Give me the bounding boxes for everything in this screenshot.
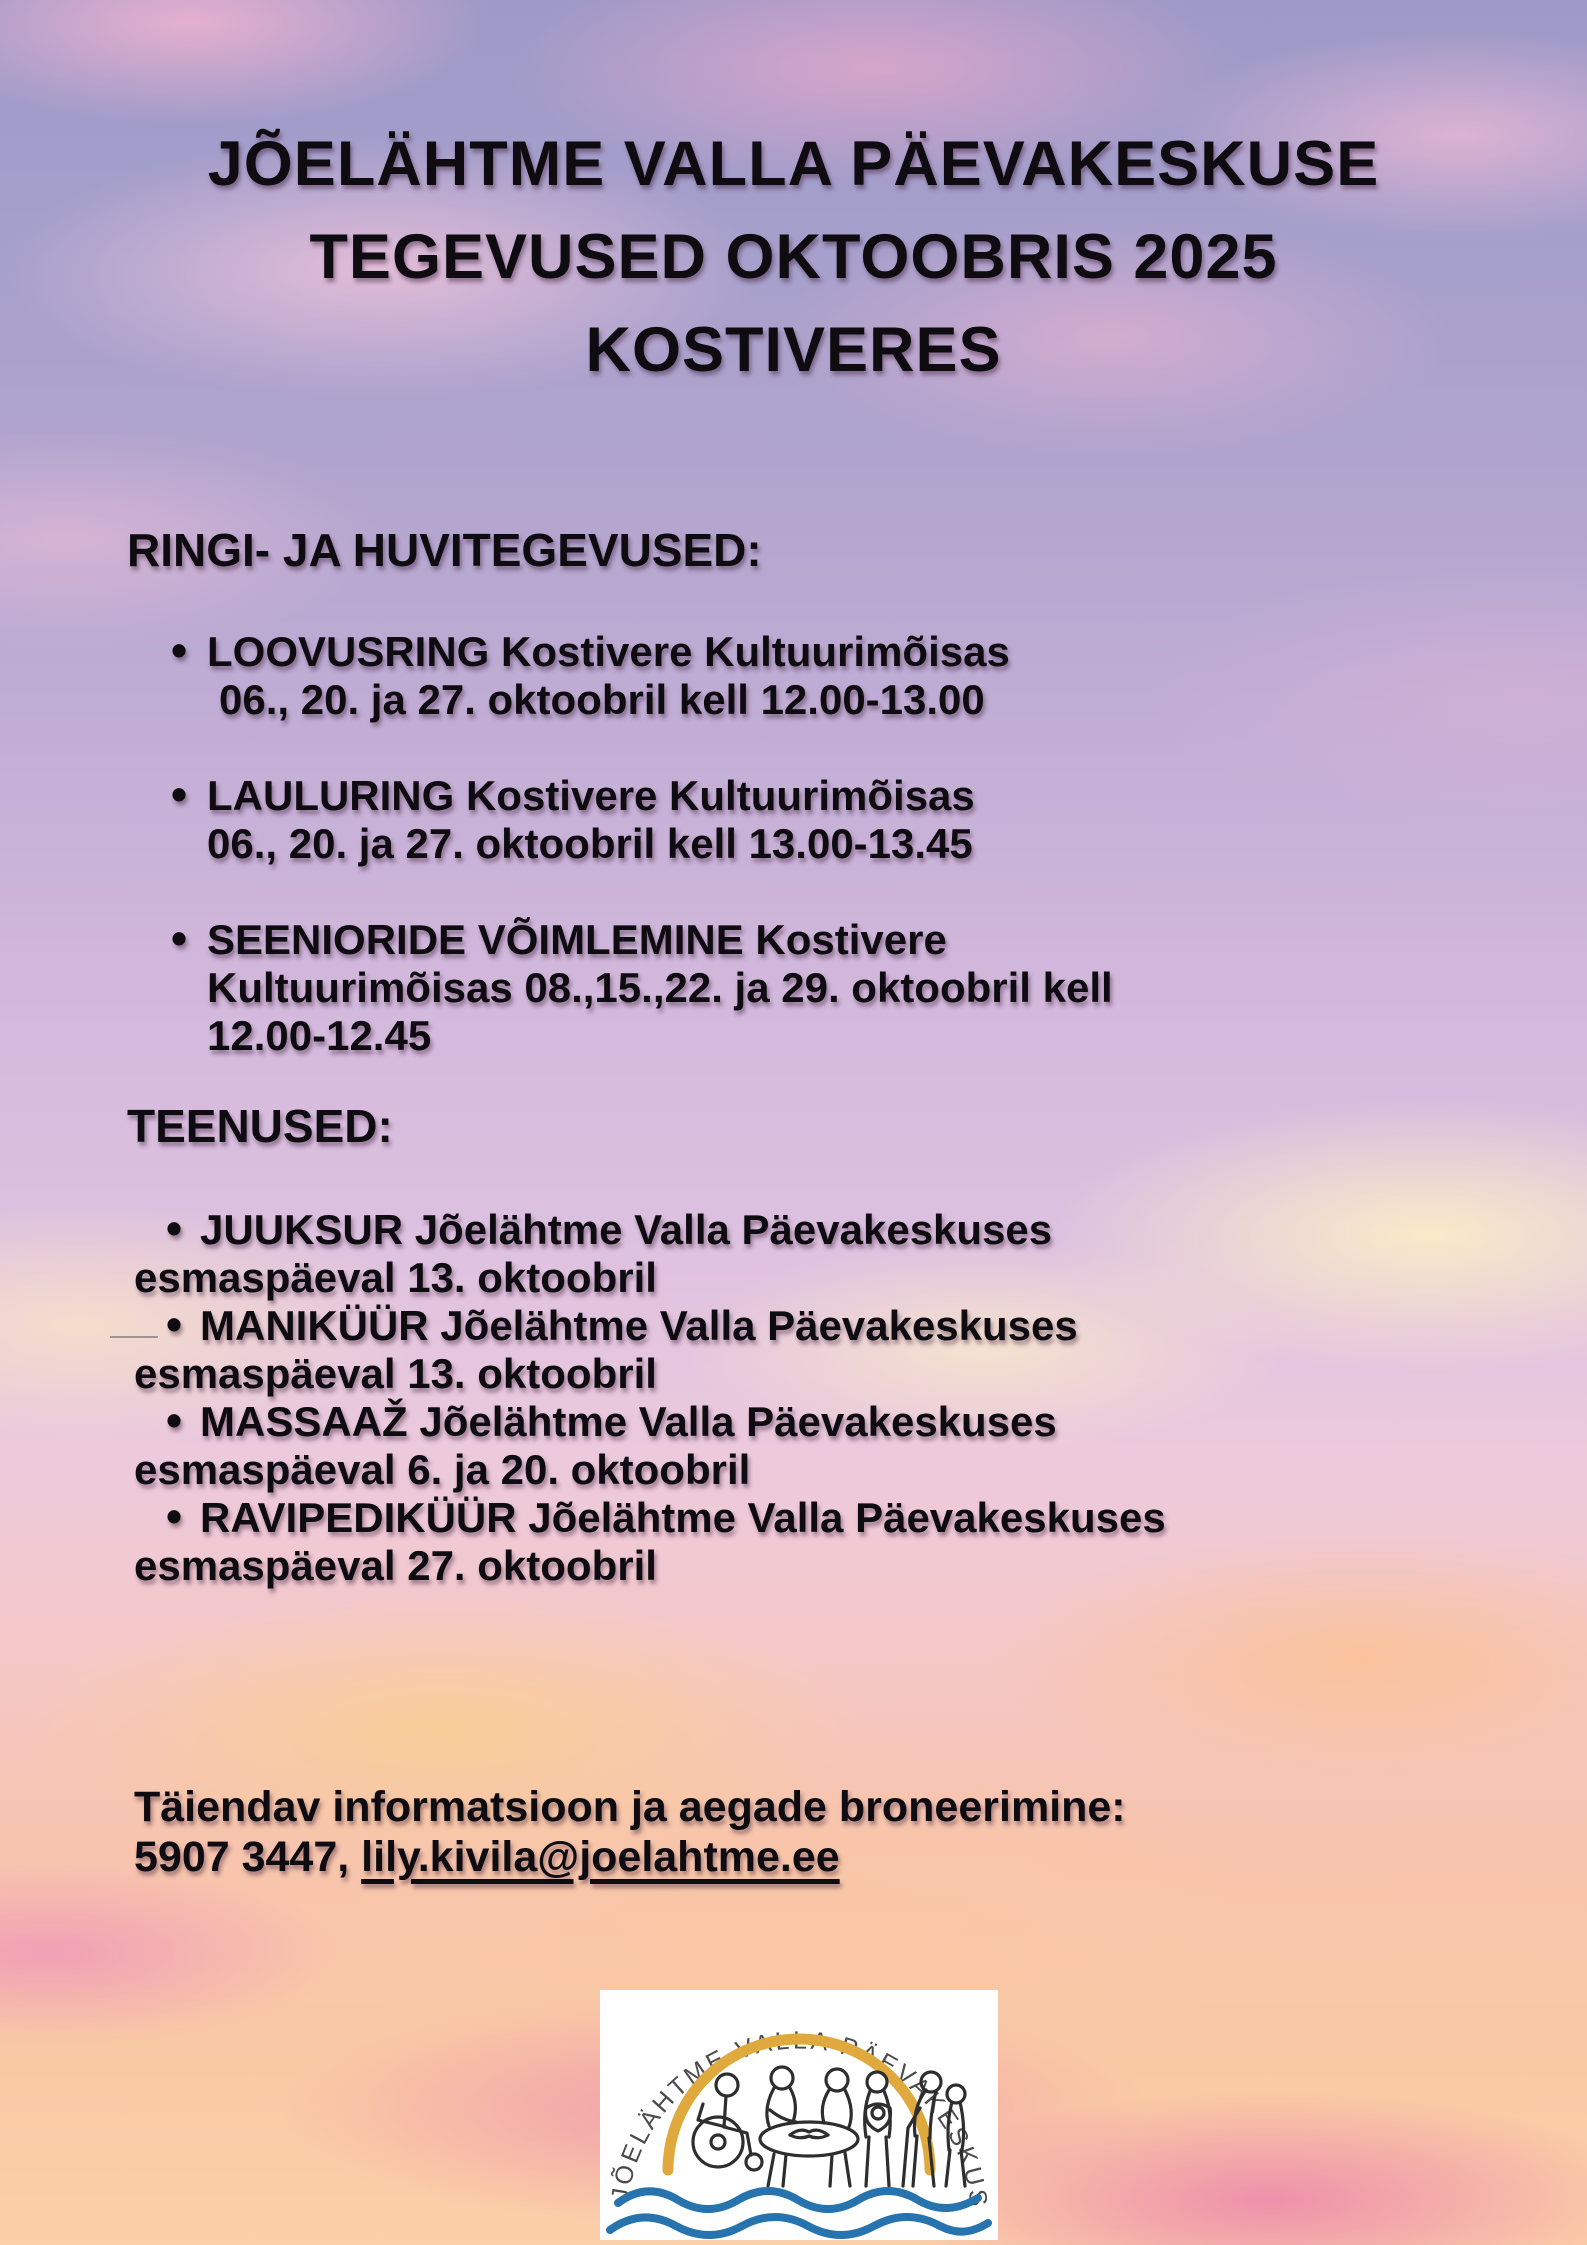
- activity-time-line: 12.00-12.45: [207, 1012, 432, 1059]
- logo-waves-icon: [610, 2191, 988, 2235]
- activity-name-line: • LAULURING Kostivere Kultuurimõisas: [207, 772, 975, 819]
- service-date-line: esmaspäeval 13. oktoobril: [134, 1350, 657, 1397]
- list-item: [207, 772, 1447, 868]
- activity-time-line: Kultuurimõisas 08.,15.,22. ja 29. oktoobril kell: [207, 964, 1113, 1011]
- service-name-line: • JUUKSUR Jõelähtme Valla Päevakeskuses: [134, 1206, 1464, 1254]
- org-logo: [600, 1990, 998, 2240]
- contact-email-link[interactable]: lily.kivila@joelahtme.ee: [361, 1833, 840, 1881]
- people-at-table-icon: [760, 2067, 858, 2186]
- service-date-line: esmaspäeval 27. oktoobril: [134, 1542, 657, 1589]
- poster-title-line: KOSTIVERES: [585, 315, 1002, 385]
- person-holding-child-icon: [865, 2072, 891, 2186]
- activity-name-line: • LOOVUSRING Kostivere Kultuurimõisas: [207, 628, 1010, 675]
- list-item: [207, 628, 1447, 724]
- contact-info-line: Täiendav informatsioon ja aegade broneerimine:: [134, 1783, 1126, 1831]
- section-heading-activities: RINGI- JA HUVITEGEVUSED:: [127, 524, 762, 576]
- services-list: [134, 1206, 1464, 1590]
- contact-phone-email-line: [134, 1832, 1474, 1882]
- service-name-line: • MASSAAŽ Jõelähtme Valla Päevakeskuses: [134, 1398, 1464, 1446]
- poster-title-line: TEGEVUSED OKTOOBRIS 2025: [309, 222, 1278, 292]
- stray-underline-artifact: [110, 1336, 158, 1338]
- list-item: [134, 1398, 1464, 1494]
- list-item: [134, 1494, 1464, 1590]
- contact-phone: 5907 3447,: [134, 1833, 362, 1881]
- service-name-line: • RAVIPEDIKÜÜR Jõelähtme Valla Päevakeskuses: [134, 1494, 1464, 1542]
- org-logo-graphic: [600, 1990, 998, 2240]
- poster-title: [0, 118, 1587, 397]
- contact-block: [134, 1782, 1474, 1882]
- list-item: [207, 916, 1447, 1060]
- section-heading-services: TEENUSED:: [127, 1100, 393, 1152]
- list-item: [134, 1302, 1464, 1398]
- service-name-line: • MANIKÜÜR Jõelähtme Valla Päevakeskuses: [134, 1302, 1464, 1350]
- activities-list: [207, 628, 1447, 1108]
- poster-title-line: JÕELÄHTME VALLA PÄEVAKESKUSE: [207, 129, 1380, 199]
- list-item: [134, 1206, 1464, 1302]
- activity-name-line: • SEENIORIDE VÕIMLEMINE Kostivere: [207, 916, 947, 963]
- service-date-line: esmaspäeval 6. ja 20. oktoobril: [134, 1446, 751, 1493]
- logo-arc-text: JÕELÄHTME VALLA PÄEVAKESKUS: [606, 2026, 993, 2210]
- activity-time-line: 06., 20. ja 27. oktoobril kell 12.00-13.00: [219, 676, 985, 723]
- service-date-line: esmaspäeval 13. oktoobril: [134, 1254, 657, 1301]
- activity-time-line: 06., 20. ja 27. oktoobril kell 13.00-13.45: [207, 820, 973, 867]
